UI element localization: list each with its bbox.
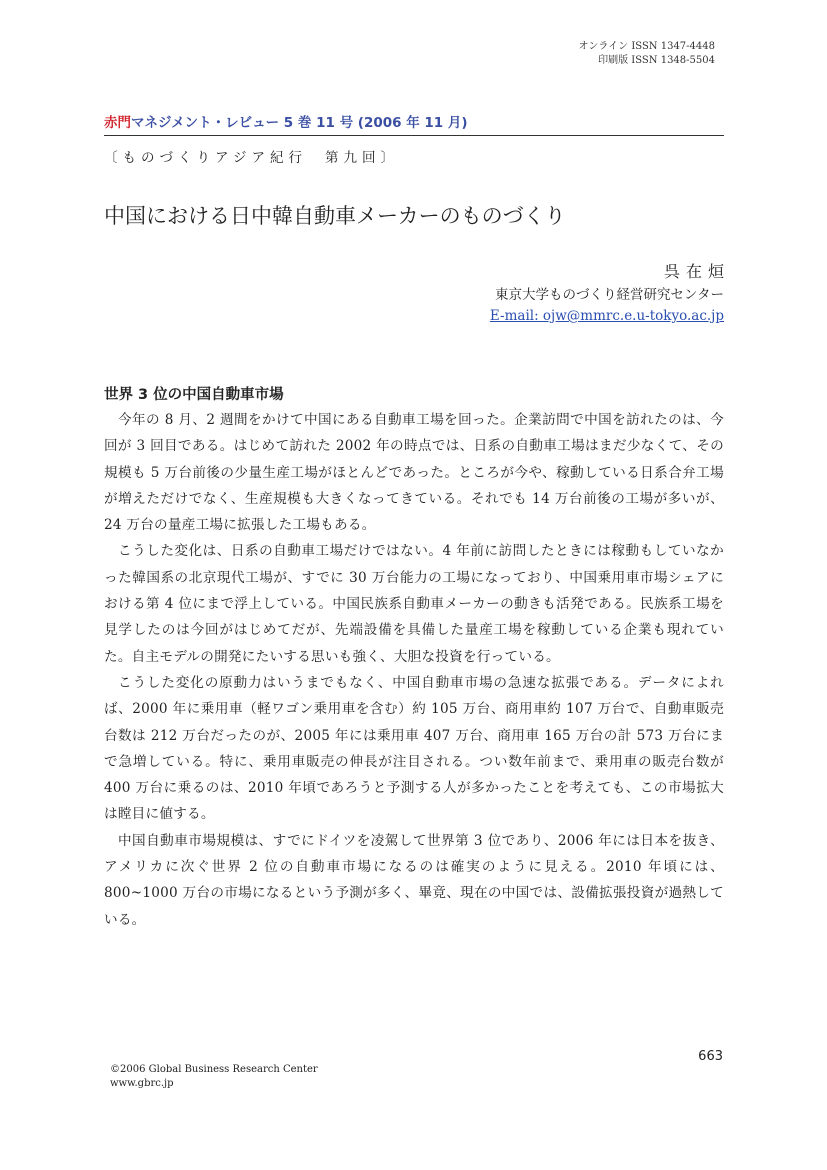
issn-online: オンライン ISSN 1347-4448 xyxy=(578,41,715,52)
copyright: ©2006 Global Business Research Center xyxy=(110,1064,318,1075)
page-number: 663 xyxy=(698,1049,723,1064)
series-label xyxy=(104,146,399,166)
article-body xyxy=(104,407,724,933)
footer xyxy=(110,1063,318,1091)
author-affiliation: 東京大学ものづくり経営研究センター xyxy=(495,287,724,303)
journal-volume: マネジメント・レビュー 5 巻 11 号 (2006 年 11 月) xyxy=(131,115,468,131)
series-number: 第九回〕 xyxy=(324,150,399,166)
author-block xyxy=(489,261,730,326)
header-rule xyxy=(104,135,724,136)
paragraph: こうした変化の原動力はいうまでもなく、中国自動車市場の急速な拡張である。データによれば、2000 年に乗用車（軽ワゴン乗用車を含む）約 105 万台、商用車約 107 万台で、自動車販売台数は 212 万台だったのが、2005 年には乗用車 407 万台、商用車 165 万台の計 573 万台にまで急増している。特に、乗用車販売の伸長が注目される。つい数年前まで、乗用車の販売台数が 400 万台に乗るのは、2010 年頃であろうと予測する人が多かったことを考えても、この市場拡大は瞠目に値する。 xyxy=(104,674,724,823)
paragraph: 今年の 8 月、2 週間をかけて中国にある自動車工場を回った。企業訪問で中国を訪れたのは、今回が 3 回目である。はじめて訪れた 2002 年の時点では、日系の自動車工場はまだ少なくて、その規模も 5 万台前後の少量生産工場がほとんどであった。ところが今や、稼動している日系合弁工場が増えただけでなく、生産規模も大きくなってきている。それでも 14 万台前後の工場が多いが、24 万台の量産工場に拡張した工場もある。 xyxy=(104,412,724,534)
author-name: 呉在烜 xyxy=(663,262,730,281)
journal-name-red: 赤門 xyxy=(104,115,131,131)
issn-print: 印刷版 ISSN 1348-5504 xyxy=(598,55,715,66)
article-title: 中国における日中韓自動車メーカーのものづくり xyxy=(104,204,566,228)
paragraph: こうした変化は、日系の自動車工場だけではない。4 年前に訪問したときには稼動もしていなかった韓国系の北京現代工場が、すでに 30 万台能力の工場になっており、中国乗用車市場シェアにおける第 4 位にまで浮上している。中国民族系自動車メーカーの動きも活発である。民族系工場を見学したのは今回がはじめてだが、先端設備を具備した量産工場を稼動している企業も現れていた。自主モデルの開発にたいする思いも強く、大胆な投資を行っている。 xyxy=(104,543,724,665)
issn-block xyxy=(578,40,715,68)
section-heading: 世界 3 位の中国自動車市場 xyxy=(104,387,284,403)
website-link[interactable]: www.gbrc.jp xyxy=(110,1078,174,1089)
paragraph: 中国自動車市場規模は、すでにドイツを凌駕して世界第 3 位であり、2006 年には日本を抜き、アメリカに次ぐ世界 2 位の自動車市場になるのは確実のように見える。2010 年頃には、800~1000 万台の市場になるという予測が多く、畢竟、現在の中国では、設備拡張投資が過熱している。 xyxy=(104,832,724,928)
series-name: 〔ものづくりアジア紀行 xyxy=(104,150,307,166)
author-email-link[interactable]: E-mail: ojw@mmrc.e.u-tokyo.ac.jp xyxy=(489,308,724,324)
journal-header xyxy=(104,111,468,131)
